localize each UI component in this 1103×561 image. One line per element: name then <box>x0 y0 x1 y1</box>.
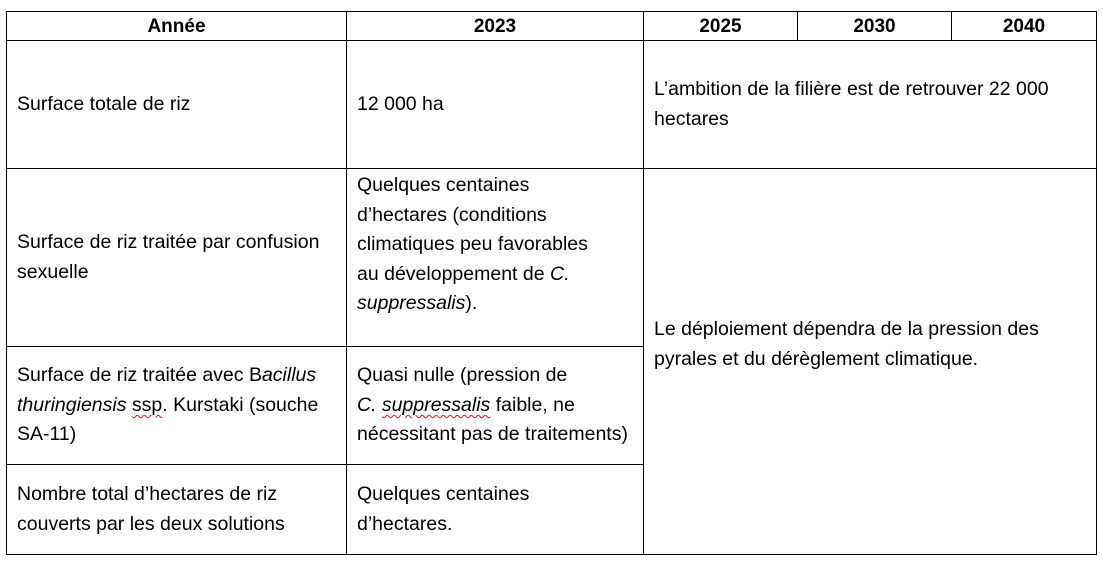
text-segment: Quasi nulle (pression de <box>357 364 568 387</box>
cell-2023-surface-totale: 12 000 ha <box>347 41 644 169</box>
cell-projection-surface-totale: L’ambition de la filière est de retrouver 22 000 hectares <box>644 41 1097 169</box>
cell-2023-confusion-sexuelle <box>347 169 644 347</box>
text-segment: Quelques centaines d’hectares (conditions climatiques peu favorables au développement de <box>357 174 588 285</box>
header-row <box>7 12 1097 41</box>
cell-2023-bacillus <box>347 347 644 465</box>
header-2040: 2040 <box>952 12 1097 41</box>
label-ssp: ssp <box>131 393 163 416</box>
header-annee: Année <box>7 12 347 41</box>
table-row <box>7 169 1097 347</box>
species-text: C. suppressalis <box>357 262 570 314</box>
cell-projection-merged: Le déploiement dépendra de la pression des pyrales et du dérèglement climatique. <box>644 169 1097 555</box>
label-segment: Surface de riz traitée avec B <box>17 364 262 387</box>
row-label-confusion-sexuelle: Surface de riz traitée par confusion sexuelle <box>7 169 347 347</box>
species-c: C. <box>357 393 377 416</box>
row-label-surface-totale: Surface totale de riz <box>7 41 347 169</box>
label-italic: acillus thuringiensis <box>17 364 317 416</box>
header-2023: 2023 <box>347 12 644 41</box>
text-segment-end: faible, ne nécessitant pas de traitements) <box>357 393 628 446</box>
data-table <box>6 11 1097 555</box>
header-2030: 2030 <box>798 12 952 41</box>
text-segment-end: ). <box>465 292 478 314</box>
row-label-total: Nombre total d’hectares de riz couverts par les deux solutions <box>7 465 347 555</box>
header-2025: 2025 <box>644 12 798 41</box>
row-label-bacillus <box>7 347 347 465</box>
table-row <box>7 41 1097 169</box>
label-segment-end: . Kurstaki (souche SA-11) <box>17 393 319 446</box>
cell-2023-total: Quelques centaines d’hectares. <box>347 465 644 555</box>
species-name: suppressalis <box>381 393 491 416</box>
